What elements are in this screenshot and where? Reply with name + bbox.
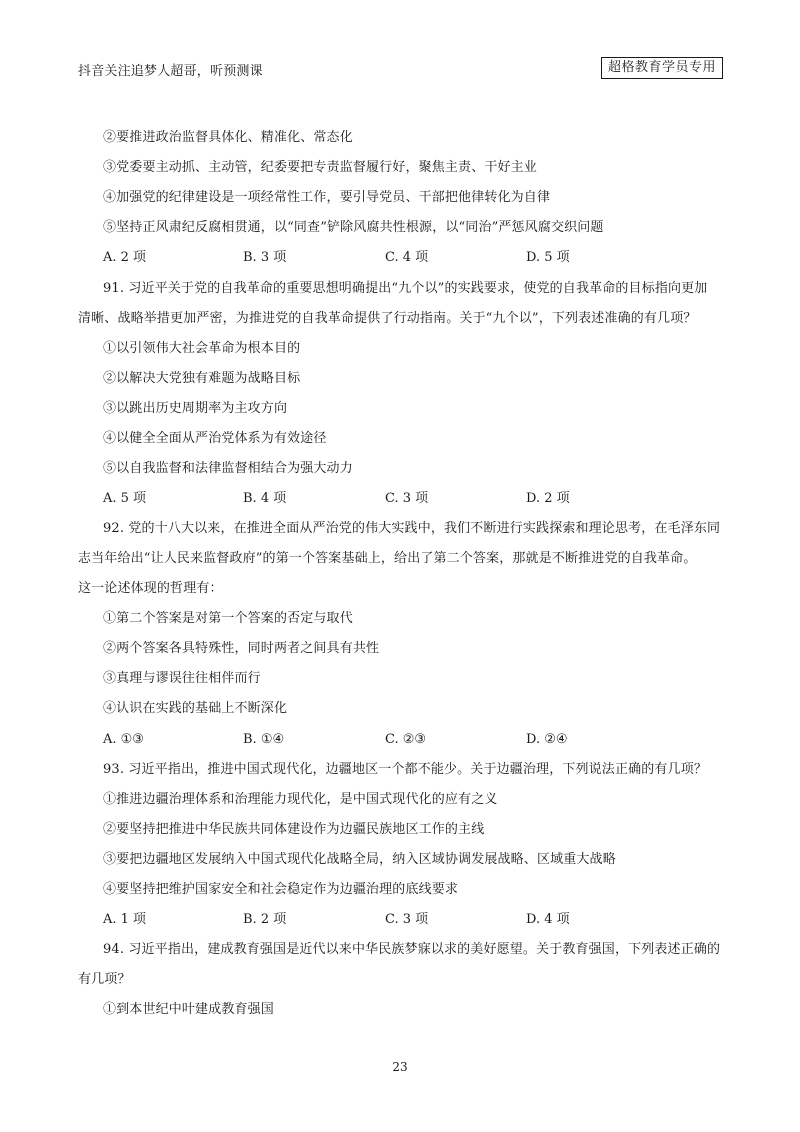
q92-item: ②两个答案各具特殊性，同时两者之间具有共性 bbox=[103, 641, 380, 656]
q92-item: ④认识在实践的基础上不断深化 bbox=[103, 701, 288, 716]
q91-item: ⑤以自我监督和法律监督相结合为强大动力 bbox=[103, 461, 353, 476]
q93-item: ①推进边疆治理体系和治理能力现代化，是中国式现代化的应有之义 bbox=[103, 792, 498, 807]
option-a: A. ①③ bbox=[103, 732, 144, 747]
q93-stem: 93. 习近平指出，推进中国式现代化，边疆地区一个都不能少。关于边疆治理，下列说法正确的有几项？ bbox=[103, 762, 708, 777]
option-a: A. 2 项 bbox=[103, 250, 147, 265]
q92-item: ①第二个答案是对第一个答案的否定与取代 bbox=[103, 611, 353, 626]
q92-item: ③真理与谬误往往相伴而行 bbox=[103, 671, 261, 686]
q90-options bbox=[103, 249, 703, 267]
q94-item: ①到本世纪中叶建成教育强国 bbox=[103, 1002, 274, 1017]
q92-options bbox=[103, 731, 703, 749]
q92-stem-cont: 这一论述体现的哲理有： bbox=[78, 581, 223, 596]
option-b: B. 3 项 bbox=[243, 250, 287, 265]
q94-stem: 94. 习近平指出，建成教育强国是近代以来中华民族梦寐以求的美好愿望。关于教育强国，下列表述正确的 bbox=[103, 942, 721, 957]
q92-stem-cont: 志当年给出“让人民来监督政府”的第一个答案基础上，给出了第二个答案，那就是不断推进党的自我革命。 bbox=[78, 551, 697, 566]
q91-item: ①以引领伟大社会革命为根本目的 bbox=[103, 341, 301, 356]
q93-item: ③要把边疆地区发展纳入中国式现代化战略全局，纳入区域协调发展战略、区域重大战略 bbox=[103, 852, 616, 867]
exclusive-badge: 超格教育学员专用 bbox=[601, 57, 723, 79]
option-d: D. ②④ bbox=[526, 732, 568, 747]
q93-options bbox=[103, 911, 703, 929]
q91-stem: 91. 习近平关于党的自我革命的重要思想明确提出“九个以”的实践要求，使党的自我革命的目标指向更加 bbox=[103, 281, 708, 296]
option-d: D. 5 项 bbox=[526, 250, 570, 265]
option-b: B. 4 项 bbox=[243, 491, 287, 506]
option-b: B. ①④ bbox=[243, 732, 285, 747]
q93-item: ④要坚持把维护国家安全和社会稳定作为边疆治理的底线要求 bbox=[103, 882, 459, 897]
option-d: D. 2 项 bbox=[526, 491, 570, 506]
option-c: C. ②③ bbox=[385, 732, 427, 747]
q90-item: ③党委要主动抓、主动管，纪委要把专责监督履行好，聚焦主责、干好主业 bbox=[103, 160, 537, 175]
page-header-left: 抖音关注追梦人超哥，听预测课 bbox=[78, 64, 263, 79]
q90-item: ②要推进政治监督具体化、精准化、常态化 bbox=[103, 130, 353, 145]
q90-item: ④加强党的纪律建设是一项经常性工作，要引导党员、干部把他律转化为自律 bbox=[103, 190, 551, 205]
option-c: C. 3 项 bbox=[385, 491, 429, 506]
q90-item: ⑤坚持正风肃纪反腐相贯通，以“同查”铲除风腐共性根源，以“同治”严惩风腐交织问题 bbox=[103, 220, 604, 235]
option-c: C. 3 项 bbox=[385, 912, 429, 927]
page-number: 23 bbox=[392, 1060, 408, 1074]
q93-item: ②要坚持把推进中华民族共同体建设作为边疆民族地区工作的主线 bbox=[103, 822, 485, 837]
option-a: A. 5 项 bbox=[103, 491, 147, 506]
q91-item: ④以健全全面从严治党体系为有效途径 bbox=[103, 431, 327, 446]
q94-stem-cont: 有几项？ bbox=[78, 972, 131, 987]
option-d: D. 4 项 bbox=[526, 912, 570, 927]
option-b: B. 2 项 bbox=[243, 912, 287, 927]
q91-item: ②以解决大党独有难题为战略目标 bbox=[103, 371, 301, 386]
q91-options bbox=[103, 490, 703, 508]
q91-item: ③以跳出历史周期率为主攻方向 bbox=[103, 401, 288, 416]
option-c: C. 4 项 bbox=[385, 250, 429, 265]
q91-stem-cont: 清晰、战略举措更加严密，为推进党的自我革命提供了行动指南。关于“九个以”，下列表述准确的有几项？ bbox=[78, 311, 697, 326]
q92-stem: 92. 党的十八大以来，在推进全面从严治党的伟大实践中，我们不断进行实践探索和理论思考，在毛泽东同 bbox=[103, 521, 721, 536]
option-a: A. 1 项 bbox=[103, 912, 147, 927]
